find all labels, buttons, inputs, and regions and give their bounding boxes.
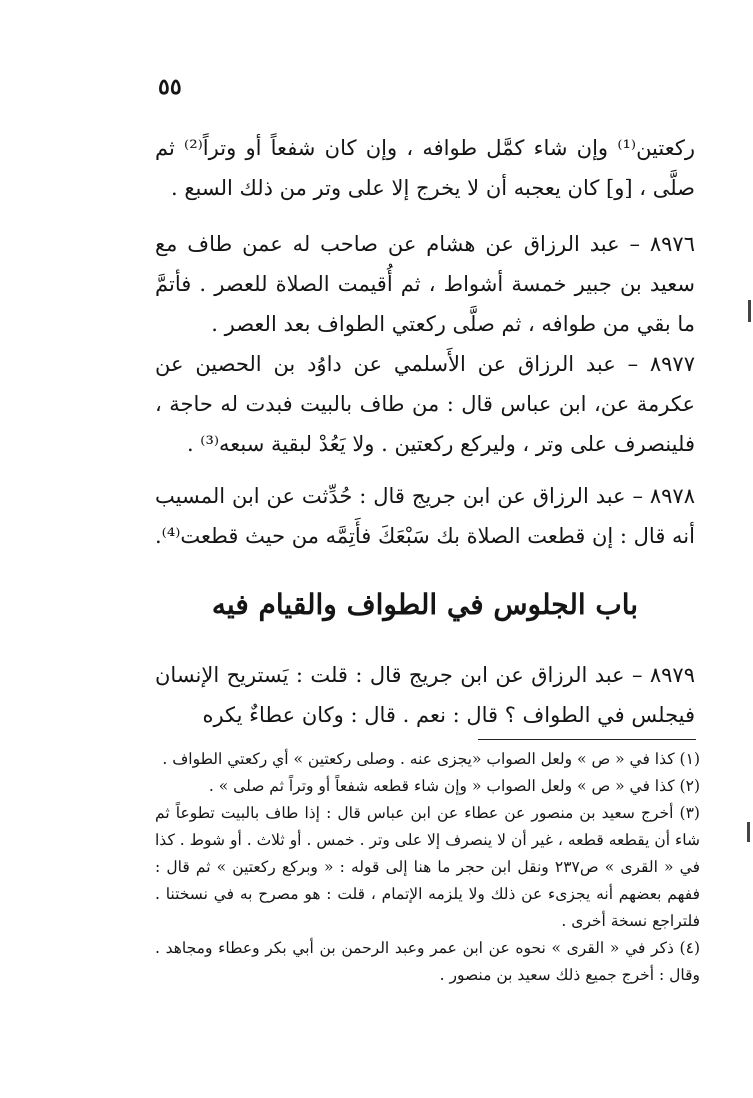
hadith-8978 [155,476,695,556]
chapter-title: باب الجلوس في الطواف والقيام فيه [211,588,639,621]
footnote-4 [155,935,700,989]
paragraph-text: ٨٩٧٧ – عبد الرزاق عن الأَسلمي عن داوُد بن الحصين عن عكرمة عن، ابن عباس قال : من طاف بالبيت فبدت له حاجة ، فلينصرف على وتر ، وليركع ركعتين . ولا يَعُدْ لبقية سبعه⁽³⁾ . [155,352,695,456]
hadith-8977 [155,344,695,464]
footnote-2 [155,773,700,800]
footnote-text: أخرج سعيد بن منصور عن عطاء عن ابن عباس قال : إذا طاف بالبيت تطوعاً ثم شاء أن يقطعه قطعه ، غير أن لا ينصرف إلا على وتر . خمس . أو ثلاث . أو شوط . كذا في « القرى » ص٢٣٧ ونقل ابن حجر ما هنا إلى قوله : « وبركع ركعتين » ثم قال : ففهم بعضهم أنه يجزىء عن ذلك ولا يلزمه الإتمام ، قلت : هو مصرح به في نسختنا . فلتراجع نسخة أخرى . [155,804,701,930]
footnote-number: (٤) [679,939,700,957]
hadith-8976 [155,224,695,344]
footnote-text: كذا في « ص » ولعل الصواب «يجزى عنه . وصلى ركعتين » أي ركعتي الطواف . [162,750,675,768]
footnote-divider [478,739,696,740]
footnote-1 [155,746,700,773]
footnote-number: (٢) [679,777,700,795]
margin-mark [748,300,751,322]
footnotes [155,746,700,989]
paragraph-continuation [155,128,695,208]
page-number: ٥٥ [158,74,182,100]
footnote-number: (١) [679,750,700,768]
footnote-text: كذا في « ص » ولعل الصواب « وإن شاء قطعه شفعاً أو وتراً ثم صلى » . [208,777,675,795]
paragraph-text: ركعتين⁽¹⁾ وإن شاء كمَّل طوافه ، وإن كان شفعاً أو وتراً⁽²⁾ ثم صلَّى ، [و] كان يعجبه أن لا يخرج إلا على وتر من ذلك السبع . [155,136,695,200]
paragraph-text: ٨٩٧٦ – عبد الرزاق عن هشام عن صاحب له عمن طاف مع سعيد بن جبير خمسة أشواط ، ثم أُقيمت الصلاة للعصر . فأتمَّ ما بقي من طوافه ، ثم صلَّى ركعتي الطواف بعد العصر . [155,232,695,336]
hadith-8979 [155,655,695,735]
margin-mark [747,822,750,842]
paragraph-text: ٨٩٧٩ – عبد الرزاق عن ابن جريج قال : قلت : يَستريح الإنسان فيجلس في الطواف ؟ قال : نعم . قال : وكان عطاءٌ يكره [155,663,695,727]
footnote-number: (٣) [679,804,700,822]
footnote-3 [155,800,700,935]
paragraph-text: ٨٩٧٨ – عبد الرزاق عن ابن جريج قال : حُدِّثت عن ابن المسيب أنه قال : إن قطعت الصلاة بك سَبْعَكَ فأَتِمَّه من حيث قطعت⁽⁴⁾. [155,484,695,548]
footnote-text: ذكر في « القرى » نحوه عن ابن عمر وعبد الرحمن بن أبي بكر وعطاء ومجاهد . وقال : أخرج جميع ذلك سعيد بن منصور . [155,939,700,984]
